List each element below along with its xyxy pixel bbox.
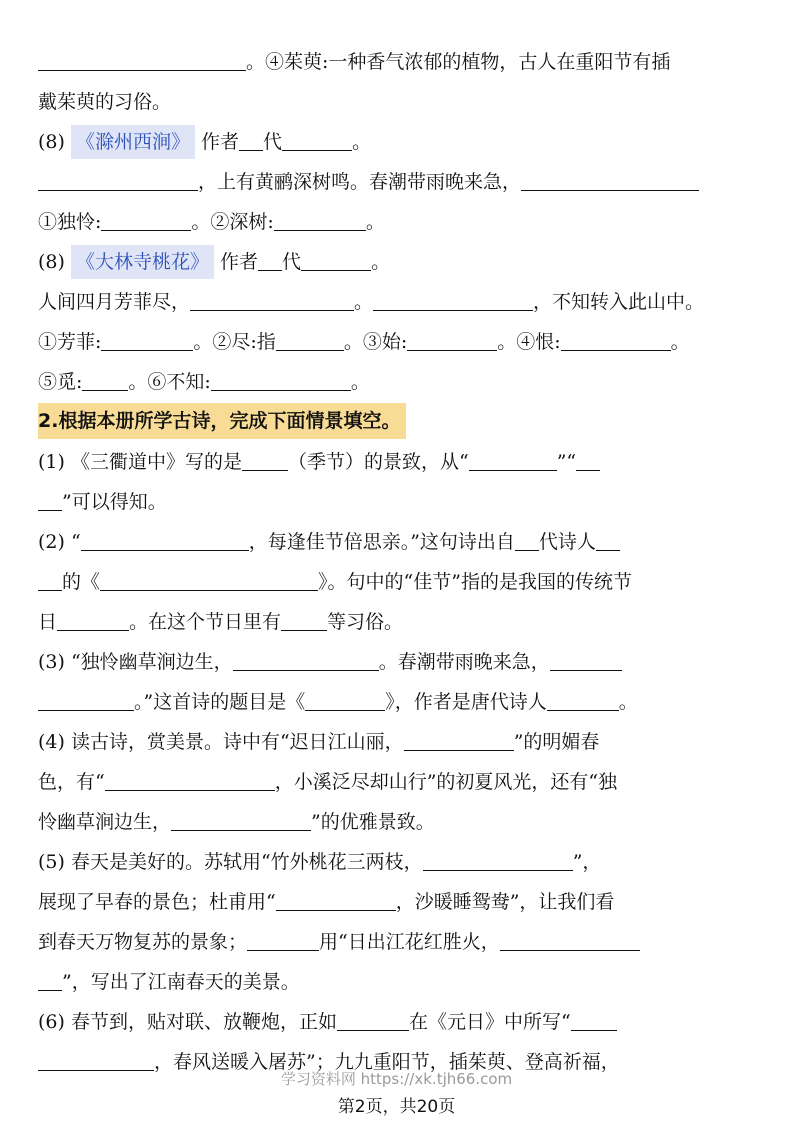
- text-line: 怜幽草涧边生， ”的优雅景致。: [38, 802, 758, 842]
- fill-blank[interactable]: [282, 126, 352, 151]
- text-line: ”，写出了江南春天的美景。: [38, 962, 758, 1002]
- text-line: 到春天万物复苏的景象； 用“日出江花红胜火，: [38, 922, 758, 962]
- text-line: ，上有黄鹂深树鸣。春潮带雨晚来急，: [38, 162, 758, 202]
- fill-blank[interactable]: [233, 646, 379, 671]
- fill-blank[interactable]: [274, 206, 366, 231]
- fill-blank[interactable]: [515, 526, 539, 551]
- fill-blank[interactable]: [469, 446, 557, 471]
- fill-blank[interactable]: [373, 286, 533, 311]
- text-line: 的《 》。句中的“佳节”指的是我国的传统节: [38, 562, 758, 602]
- fill-blank[interactable]: [550, 646, 622, 671]
- fill-blank[interactable]: [101, 206, 191, 231]
- fill-blank[interactable]: [576, 446, 600, 471]
- fill-blank[interactable]: [337, 1006, 409, 1031]
- fill-blank[interactable]: [258, 246, 282, 271]
- fill-blank[interactable]: [239, 126, 263, 151]
- fill-blank[interactable]: [571, 1006, 617, 1031]
- fill-blank[interactable]: [247, 926, 319, 951]
- text-line: ①芳菲: 。②尽:指 。③始: 。④恨: 。: [38, 322, 758, 362]
- text-line: ，春风送暖入屠苏”；九九重阳节，插茱萸、登高祈福，: [38, 1042, 758, 1082]
- text-line: ”可以得知。: [38, 482, 758, 522]
- fill-blank[interactable]: [500, 926, 640, 951]
- fill-blank[interactable]: [81, 526, 249, 551]
- fill-blank[interactable]: [211, 366, 351, 391]
- fill-blank[interactable]: [57, 606, 129, 631]
- fill-blank[interactable]: [100, 566, 318, 591]
- fill-blank[interactable]: [281, 606, 327, 631]
- fill-blank[interactable]: [407, 326, 497, 351]
- text-line: ⑤觅: 。⑥不知: 。: [38, 362, 758, 402]
- fill-blank[interactable]: [547, 686, 619, 711]
- fill-blank[interactable]: [38, 46, 246, 71]
- question-5: (5) 春天是美好的。苏轼用“竹外桃花三两枝， ”，: [38, 842, 758, 882]
- question-2: (2) “ ，每逢佳节倍思亲。”这句诗出自 代诗人: [38, 522, 758, 562]
- fill-blank[interactable]: [242, 446, 288, 471]
- question-6: (6) 春节到，贴对联、放鞭炮，正如 在《元日》中所写“: [38, 1002, 758, 1042]
- fill-blank[interactable]: [38, 686, 134, 711]
- fill-blank[interactable]: [305, 686, 385, 711]
- fill-blank[interactable]: [596, 526, 620, 551]
- fill-blank[interactable]: [105, 766, 275, 791]
- question-8-chuzhou: (8) 《滁州西涧》 作者 代 。: [38, 122, 758, 162]
- poem-title: 《大林寺桃花》: [71, 245, 214, 279]
- fill-blank[interactable]: [101, 326, 193, 351]
- fill-blank[interactable]: [423, 846, 573, 871]
- fill-blank[interactable]: [276, 886, 396, 911]
- question-8-dalin: (8) 《大林寺桃花》 作者 代 。: [38, 242, 758, 282]
- text-line: ①独怜: 。②深树: 。: [38, 202, 758, 242]
- fill-blank[interactable]: [38, 486, 62, 511]
- text-line: 展现了早春的景色；杜甫用“ ，沙暖睡鸳鸯”，让我们看: [38, 882, 758, 922]
- question-4: (4) 读古诗，赏美景。诗中有“迟日江山丽， ”的明媚春: [38, 722, 758, 762]
- fill-blank[interactable]: [38, 566, 62, 591]
- text-line: 。④茱萸:一种香气浓郁的植物，古人在重阳节有插: [38, 42, 758, 82]
- fill-blank[interactable]: [82, 366, 128, 391]
- question-3: (3) “独怜幽草涧边生， 。春潮带雨晚来急，: [38, 642, 758, 682]
- fill-blank[interactable]: [404, 726, 514, 751]
- text-line: 日 。在这个节日里有 等习俗。: [38, 602, 758, 642]
- text-line: 色，有“ ，小溪泛尽却山行”的初夏风光，还有“独: [38, 762, 758, 802]
- fill-blank[interactable]: [276, 326, 344, 351]
- section-heading: 2.根据本册所学古诗，完成下面情景填空。: [38, 403, 406, 439]
- poem-title: 《滁州西涧》: [71, 125, 195, 159]
- text-line: 。”这首诗的题目是《 》，作者是唐代诗人 。: [38, 682, 758, 722]
- text-line: 人间四月芳菲尽， 。 ，不知转入此山中。: [38, 282, 758, 322]
- page-number: 第2页，共20页: [337, 1097, 456, 1117]
- fill-blank[interactable]: [301, 246, 371, 271]
- fill-blank[interactable]: [561, 326, 671, 351]
- fill-blank[interactable]: [190, 286, 354, 311]
- fill-blank[interactable]: [521, 166, 699, 191]
- footer-watermark: 学习资料网 https://xk.tjh66.com: [280, 1070, 513, 1088]
- fill-blank[interactable]: [38, 966, 62, 991]
- fill-blank[interactable]: [171, 806, 311, 831]
- text-line: 戴茱萸的习俗。: [38, 91, 172, 113]
- question-1: (1) 《三衢道中》写的是 （季节）的景致，从“ ”“: [38, 442, 758, 482]
- fill-blank[interactable]: [38, 166, 198, 191]
